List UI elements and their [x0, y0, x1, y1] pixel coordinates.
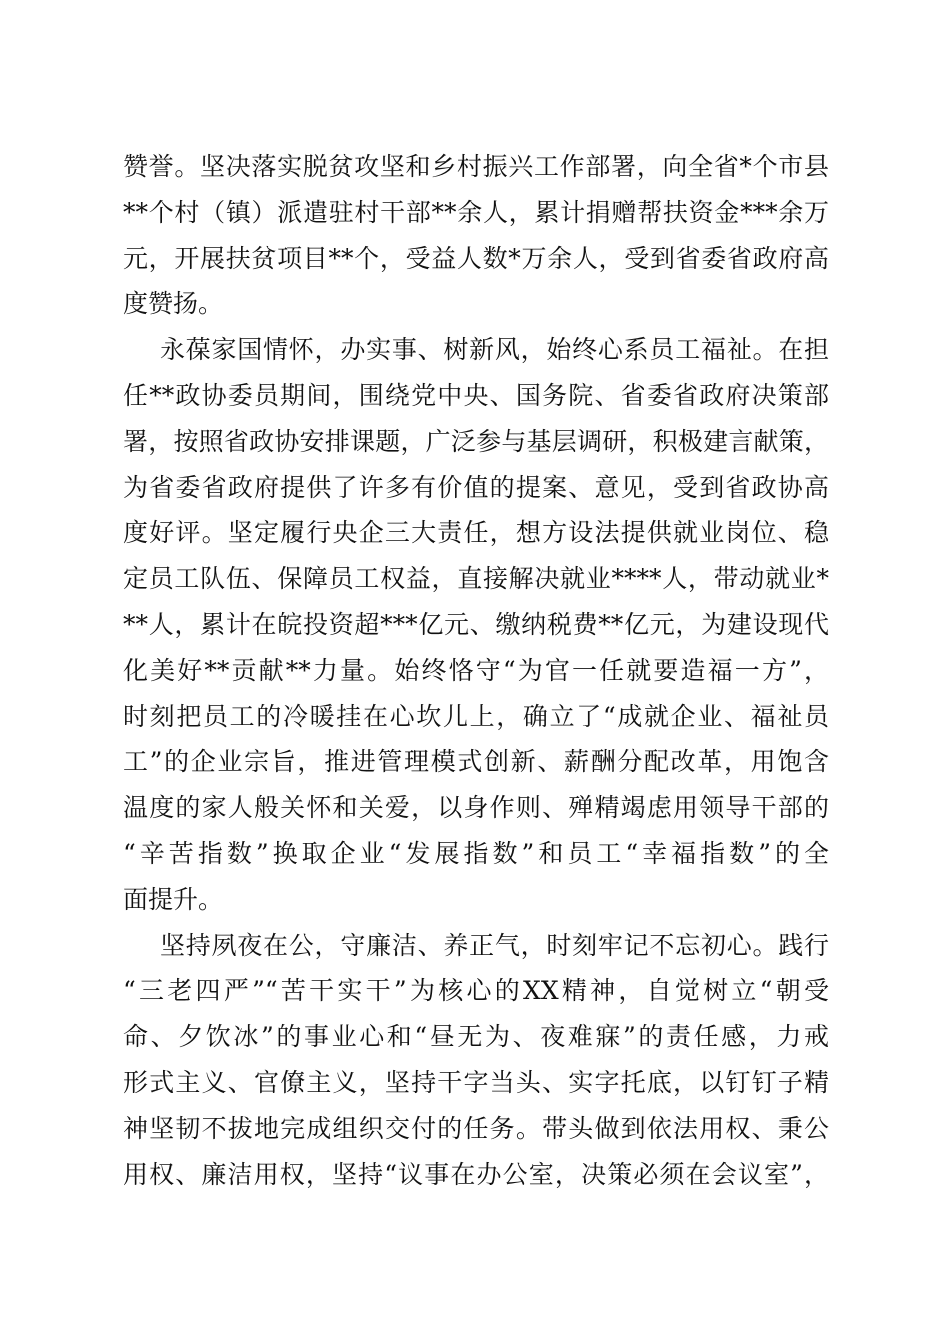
- text-line: 赞誉。坚决落实脱贫攻坚和乡村振兴工作部署，向全省*个市县: [123, 152, 829, 181]
- text-line: 度赞扬。: [123, 289, 224, 319]
- text-line: 时刻把员工的冷暖挂在心坎儿上，确立了“成就企业、福祉员: [123, 701, 829, 731]
- text-line: 元，开展扶贫项目**个，受益人数*万余人，受到省委省政府高: [123, 243, 829, 273]
- text-line: **人，累计在皖投资超***亿元、缴纳税费**亿元，为建设现代: [123, 609, 829, 639]
- text-line: 面提升。: [123, 884, 224, 914]
- text-line: 任**政协委员期间，围绕党中央、国务院、省委省政府决策部: [123, 380, 829, 410]
- text-line: “三老四严”“苦干实干”为核心的XX精神，自觉树立“朝受: [123, 976, 829, 1006]
- paragraph-start-line: 坚持夙夜在公，守廉洁、养正气，时刻牢记不忘初心。践行: [160, 930, 829, 960]
- text-line: 化美好**贡献**力量。始终恪守“为官一任就要造福一方”，: [123, 655, 829, 685]
- text-line: 温度的家人般关怀和关爱，以身作则、殚精竭虑用领导干部的: [123, 793, 829, 823]
- text-line: 用权、廉洁用权，坚持“议事在办公室，决策必须在会议室”，: [123, 1159, 829, 1189]
- text-line: “辛苦指数”换取企业“发展指数”和员工“幸福指数”的全: [123, 838, 829, 868]
- text-line: 工”的企业宗旨，推进管理模式创新、薪酬分配改革，用饱含: [123, 747, 829, 777]
- text-line: 形式主义、官僚主义，坚持干字当头、实字托底，以钉钉子精: [123, 1067, 829, 1097]
- text-line: 度好评。坚定履行央企三大责任，想方设法提供就业岗位、稳: [123, 518, 829, 548]
- text-line: 为省委省政府提供了许多有价值的提案、意见，受到省政协高: [123, 472, 829, 502]
- paragraph-start-line: 永葆家国情怀，办实事、树新风，始终心系员工福祉。在担: [160, 335, 829, 365]
- text-line: 神坚韧不拔地完成组织交付的任务。带头做到依法用权、秉公: [123, 1113, 829, 1143]
- document-body: [123, 144, 829, 1197]
- text-line: 命、夕饮冰”的事业心和“昼无为、夜难寐”的责任感，力戒: [123, 1022, 829, 1052]
- text-line: **个村（镇）派遣驻村干部**余人，累计捐赠帮扶资金***余万: [123, 197, 829, 227]
- text-line: 署，按照省政协安排课题，广泛参与基层调研，积极建言献策，: [123, 426, 829, 456]
- text-line: 定员工队伍、保障员工权益，直接解决就业****人，带动就业*: [123, 564, 829, 594]
